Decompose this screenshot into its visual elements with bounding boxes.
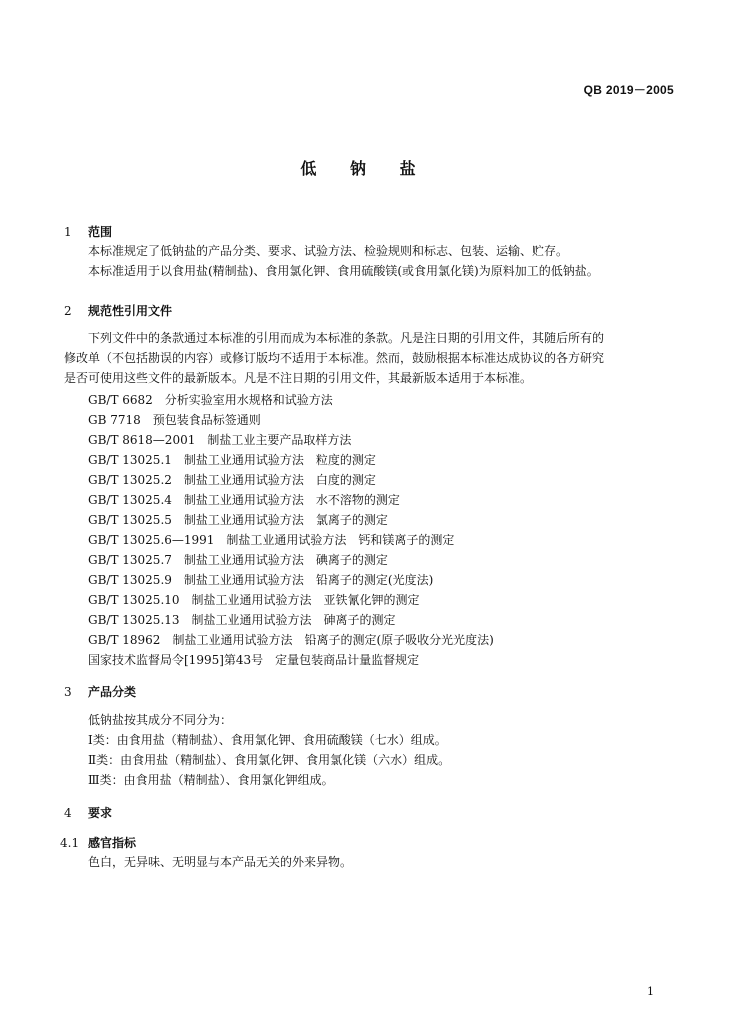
reference-item: GB/T 13025.9 制盐工业通用试验方法 铅离子的测定(光度法): [88, 573, 434, 587]
sensory-text: 色白，无异味、无明显与本产品无关的外来异物。: [88, 855, 353, 869]
classification-type: Ⅰ类：由食用盐（精制盐）、食用氯化钾、食用硫酸镁（七水）组成。: [88, 733, 447, 747]
reference-item: GB/T 13025.1 制盐工业通用试验方法 粒度的测定: [88, 453, 376, 467]
section-title: 要求: [88, 806, 113, 820]
reference-item: GB/T 18962 制盐工业通用试验方法 铅离子的测定(原子吸收分光光度法): [88, 633, 494, 647]
section-title: 产品分类: [88, 685, 137, 699]
reference-item: GB/T 13025.5 制盐工业通用试验方法 氯离子的测定: [88, 513, 388, 527]
scope-paragraph-2: 本标准适用于以食用盐(精制盐)、食用氯化钾、食用硫酸镁(或食用氯化镁)为原料加工的低钠盐。: [88, 264, 599, 278]
normative-intro-line: 下列文件中的条款通过本标准的引用而成为本标准的条款。凡是注日期的引用文件，其随后所有的: [88, 331, 605, 345]
section-number: 3: [64, 685, 72, 699]
reference-item: GB 7718 预包装食品标签通则: [88, 413, 261, 427]
document-title: 低 钠 盐: [300, 159, 430, 178]
section-title: 感官指标: [88, 836, 137, 850]
normative-intro-line: 是否可使用这些文件的最新版本。凡是不注日期的引用文件，其最新版本适用于本标准。: [64, 371, 533, 385]
normative-intro-line: 修改单（不包括勘误的内容）或修订版均不适用于本标准。然而，鼓励根据本标准达成协议的各方研究: [64, 351, 605, 365]
section-heading-scope: [64, 223, 112, 240]
classification-intro: 低钠盐按其成分不同分为：: [88, 713, 233, 727]
section-heading-normative: [64, 302, 172, 319]
reference-item: GB/T 13025.6—1991 制盐工业通用试验方法 钙和镁离子的测定: [88, 533, 455, 547]
document-code: QB 2019－2005: [583, 83, 674, 97]
classification-list: [88, 710, 450, 790]
reference-item: 国家技术监督局令[1995]第43号 定量包装商品计量监督规定: [88, 653, 420, 667]
normative-intro: [64, 328, 680, 388]
reference-item: GB/T 13025.2 制盐工业通用试验方法 白度的测定: [88, 473, 376, 487]
classification-type: Ⅱ类：由食用盐（精制盐）、食用氯化钾、食用氯化镁（六水）组成。: [88, 753, 451, 767]
section-number: 2: [64, 304, 72, 318]
classification-type: Ⅲ类：由食用盐（精制盐）、食用氯化钾组成。: [88, 773, 334, 787]
section-heading-classification: [64, 683, 136, 700]
section-number: 4.1: [60, 836, 80, 850]
section-number: 1: [64, 225, 72, 239]
scope-paragraph-1: 本标准规定了低钠盐的产品分类、要求、试验方法、检验规则和标志、包装、运输、贮存。: [88, 244, 569, 258]
reference-list: [88, 390, 494, 670]
reference-item: GB/T 13025.4 制盐工业通用试验方法 水不溶物的测定: [88, 493, 400, 507]
reference-item: GB/T 13025.13 制盐工业通用试验方法 砷离子的测定: [88, 613, 396, 627]
scope-paragraphs: [64, 241, 680, 281]
section-title: 规范性引用文件: [88, 304, 173, 318]
section-number: 4: [64, 806, 72, 820]
section-heading-requirements: [64, 804, 112, 821]
page-number: 1: [647, 985, 654, 998]
section-title: 范围: [88, 225, 113, 239]
reference-item: GB/T 13025.7 制盐工业通用试验方法 碘离子的测定: [88, 553, 388, 567]
sensory-text-block: [88, 852, 352, 872]
reference-item: GB/T 13025.10 制盐工业通用试验方法 亚铁氰化钾的测定: [88, 593, 420, 607]
reference-item: GB/T 6682 分析实验室用水规格和试验方法: [88, 393, 333, 407]
reference-item: GB/T 8618—2001 制盐工业主要产品取样方法: [88, 433, 352, 447]
subsection-heading-sensory: [60, 834, 136, 851]
